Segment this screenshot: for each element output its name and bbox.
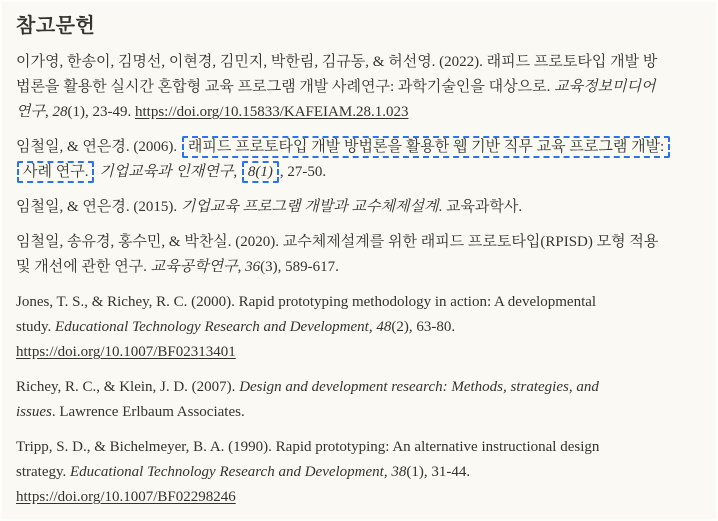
doi-link[interactable]: https://doi.org/10.1007/BF02313401 [16, 344, 236, 360]
reference-entry [16, 135, 704, 185]
reference-entry [16, 230, 704, 280]
reference-line [16, 485, 704, 510]
reference-text: Jones, T. S., & Richey, R. C. (2000). Rapid prototyping methodology in action: A developmental [16, 294, 597, 310]
reference-line [16, 435, 704, 460]
reference-line [16, 230, 704, 255]
reference-entry [16, 435, 704, 510]
reference-text: Richey, R. C., & Klein, J. D. (2007). [16, 379, 240, 395]
highlight-box: 8(1) [242, 161, 279, 183]
reference-line [16, 160, 704, 185]
highlight-box: 래피드 프로토타입 개발 방법론을 활용한 웹 기반 직무 교육 프로그램 개발: [182, 136, 670, 158]
reference-text: 임철일, 송유경, 홍수민, & 박찬실. (2020). 교수체제설계를 위한 래피드 프로토타입(RPISD) 모형 적용 [16, 234, 659, 250]
page-title: 참고문헌 [16, 15, 96, 37]
reference-text: , [233, 164, 241, 180]
reference-text: 교육정보미디어 [554, 79, 656, 95]
reference-text: (2), 63-80. [391, 319, 456, 335]
reference-text: 임철일, & 연은경. (2006). [16, 139, 181, 155]
reference-line [16, 100, 704, 125]
reference-line [16, 400, 704, 425]
reference-text: Tripp, S. D., & Bichelmeyer, B. A. (1990). Rapid prototyping: An alternative instructional design [16, 439, 600, 455]
reference-line [16, 75, 704, 100]
reference-line [16, 315, 704, 340]
reference-line [16, 375, 704, 400]
reference-line [16, 290, 704, 315]
reference-text: 및 개선에 관한 연구. [16, 259, 151, 275]
reference-text: , [44, 104, 53, 120]
reference-text: , 27-50. [279, 164, 327, 180]
reference-text: 교육공학연구 [150, 259, 238, 275]
reference-text: 28 [52, 104, 68, 120]
highlight-box: 사례 연구. [17, 161, 94, 183]
reference-line [16, 135, 704, 160]
reference-line [16, 340, 704, 365]
reference-list [14, 50, 704, 510]
reference-entry [16, 50, 704, 125]
reference-text: study. [16, 319, 56, 335]
reference-text: issues [16, 404, 52, 420]
reference-text: (1), 23-49. [67, 104, 135, 120]
doi-link[interactable]: https://doi.org/10.1007/BF02298246 [16, 489, 236, 505]
reference-line [16, 50, 704, 75]
reference-text: 법론을 활용한 실시간 혼합형 교육 프로그램 개발 사례연구: 과학기술인을 대상으로. [16, 79, 555, 95]
reference-text: Educational Technology Research and Development, 48 [55, 319, 392, 335]
reference-text: , [237, 259, 246, 275]
reference-entry [16, 375, 704, 425]
reference-text: Design and development research: Methods, strategies, and [239, 379, 599, 395]
reference-line [16, 460, 704, 485]
reference-entry [16, 290, 704, 365]
reference-text: . 교육과학사. [438, 199, 523, 215]
reference-text: 36 [245, 259, 261, 275]
reference-text: Educational Technology Research and Development, 38 [70, 464, 407, 480]
reference-text: 이가영, 한송이, 김명선, 이현경, 김민지, 박한림, 김규동, & 허선영. (2022). 래피드 프로토타입 개발 방 [16, 54, 658, 70]
reference-text: . Lawrence Erlbaum Associates. [51, 404, 245, 420]
reference-text: 임철일, & 연은경. (2015). [16, 199, 181, 215]
reference-entry [16, 195, 704, 220]
reference-text: (1), 31-44. [406, 464, 471, 480]
reference-line [16, 195, 704, 220]
reference-text: 기업교육 프로그램 개발과 교수체제설계 [180, 199, 439, 215]
reference-text: 연구 [16, 104, 45, 120]
reference-text: 기업교육과 인재연구 [99, 164, 234, 180]
reference-text: strategy. [16, 464, 71, 480]
reference-text: (3), 589-617. [260, 259, 339, 275]
doi-link[interactable]: https://doi.org/10.15833/KAFEIAM.28.1.023 [134, 104, 409, 120]
reference-line [16, 255, 704, 280]
